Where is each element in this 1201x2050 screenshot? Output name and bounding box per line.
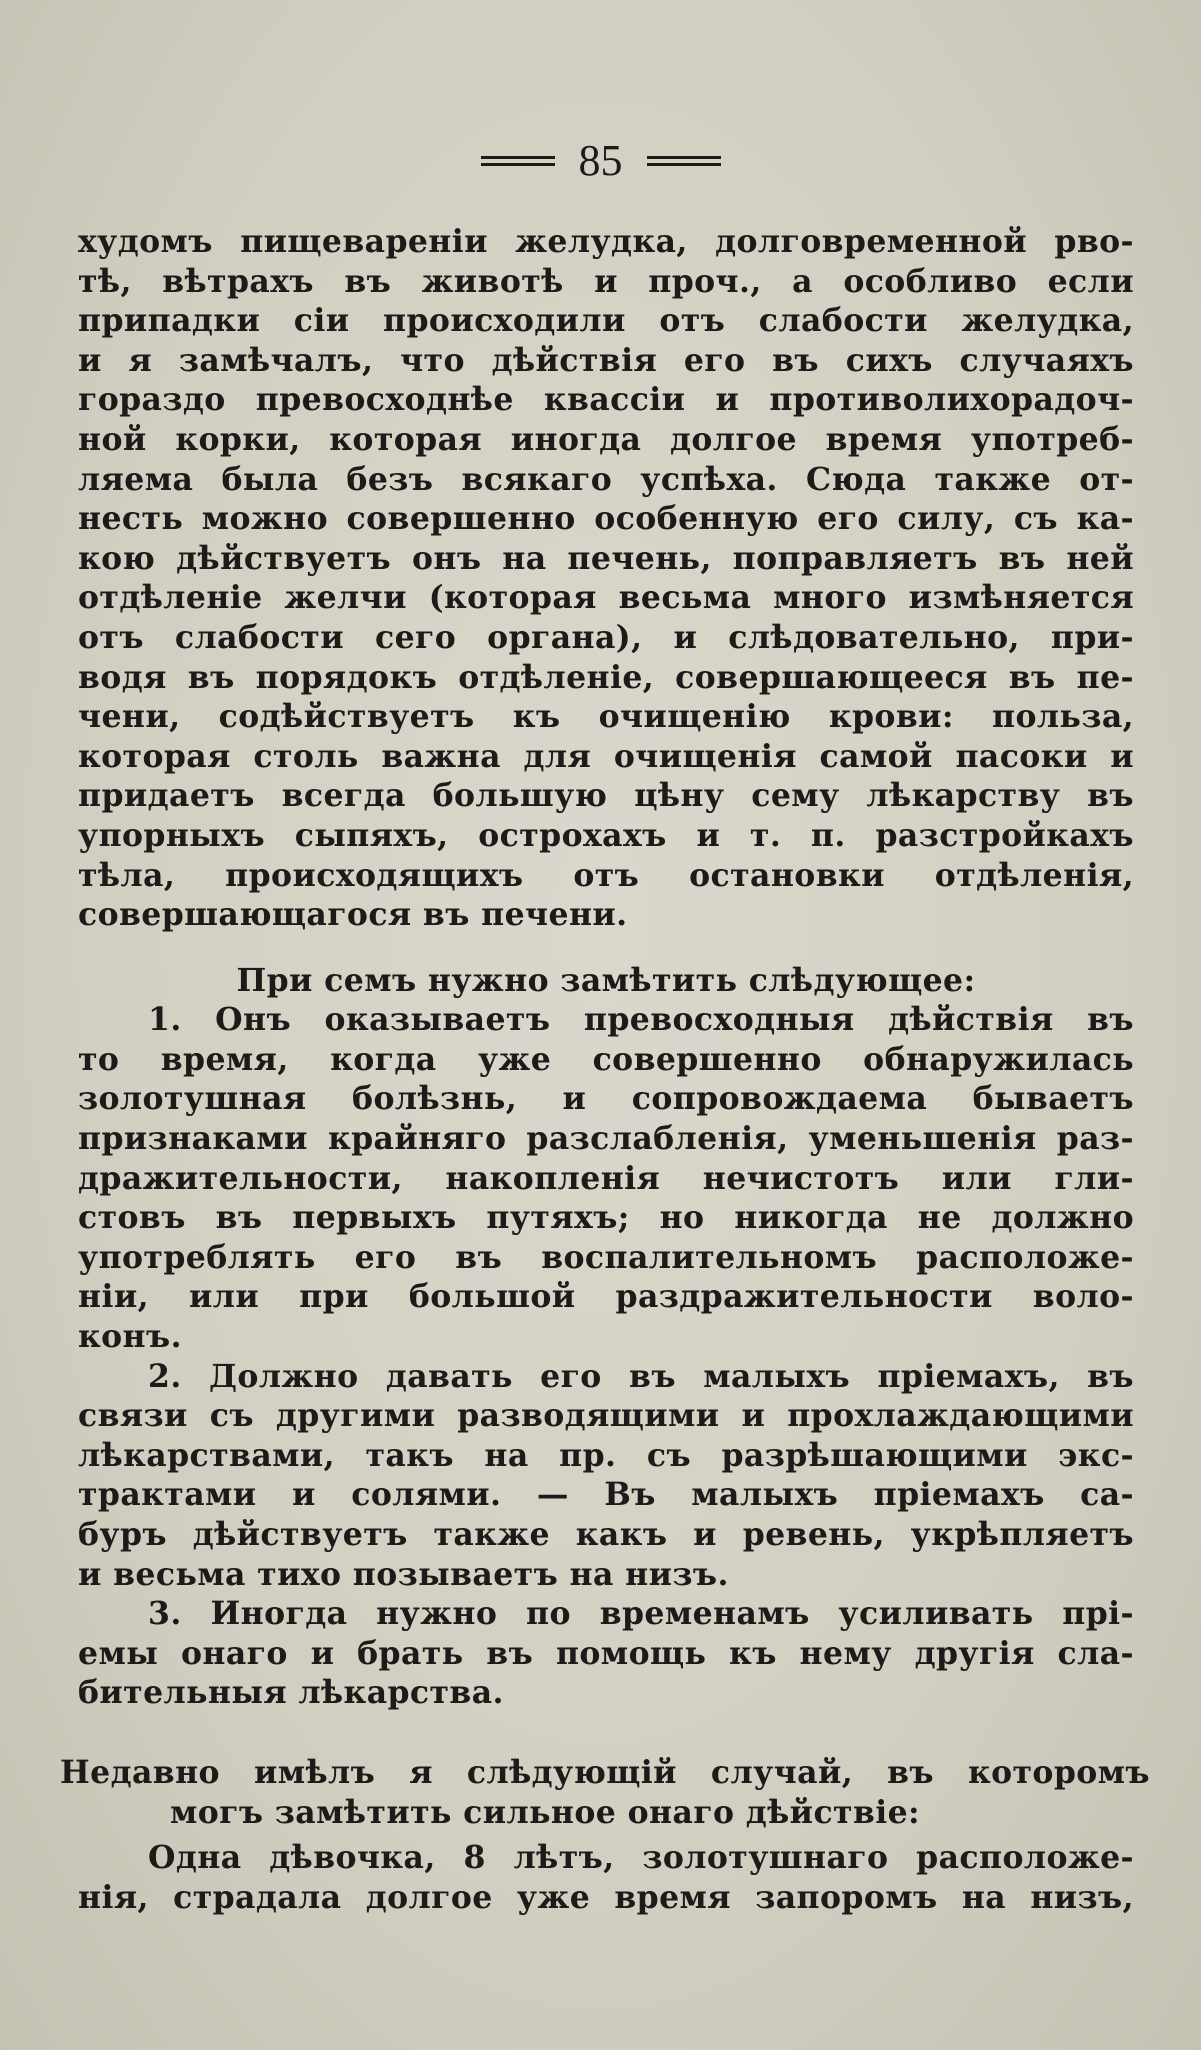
text-line: которая столь важна для очищенія самой пасоки и	[78, 737, 1134, 775]
text-line: отъ слабости сего органа), и слѣдовательно, при-	[78, 618, 1134, 656]
list-item-1	[78, 1000, 1134, 1356]
text-line: Одна дѣвочка, 8 лѣтъ, золотушнаго расположе-	[148, 1839, 1134, 1877]
text-line: буръ дѣйствуетъ также какъ и ревень, укрѣпляетъ	[78, 1516, 1134, 1553]
text-line: упорныхъ сыпяхъ, острохахъ и т. п. разстройкахъ	[78, 816, 1134, 854]
text-line: худомъ пищевареніи желудка, долговременной рво-	[78, 223, 1134, 260]
list-item-2	[78, 1357, 1134, 1595]
text-line: то время, когда уже совершенно обнаружилась	[78, 1040, 1134, 1078]
right-double-rule	[647, 156, 721, 166]
text-line: ной корки, которая иногда долгое время употреб-	[78, 420, 1134, 458]
text-line: могъ замѣтить сильное онаго дѣйствіе:	[170, 1793, 921, 1831]
text-line: водя въ порядокъ отдѣленіе, совершающееся въ пе-	[78, 658, 1134, 696]
left-double-rule	[481, 156, 555, 166]
text-line: бительныя лѣкарства.	[78, 1674, 504, 1712]
text-line: Недавно имѣлъ я слѣдующій случай, въ которомъ	[60, 1753, 1150, 1791]
text-line: нія, страдала долгое уже время запоромъ на низъ,	[78, 1878, 1134, 1916]
text-line: 1. Онъ оказываетъ превосходныя дѣйствія въ	[148, 1001, 1134, 1039]
text-line: дражительности, накопленія нечистотъ или гли-	[78, 1159, 1134, 1197]
text-line: несть можно совершенно особенную его силу, съ ка-	[78, 500, 1134, 538]
text-line: гораздо превосходнѣе квассіи и противолихорадоч-	[78, 381, 1134, 419]
text-line: связи съ другими разводящими и прохлаждающими	[78, 1397, 1134, 1435]
text-line: и весьма тихо позываетъ на низъ.	[78, 1555, 729, 1593]
text-line: и я замѣчалъ, что дѣйствія его въ сихъ случаяхъ	[78, 341, 1134, 379]
text-line: 3. Иногда нужно по временамъ усиливать прі-	[148, 1595, 1134, 1633]
case-heading	[60, 1753, 1150, 1832]
text-line: придаетъ всегда большую цѣну сему лѣкарству въ	[78, 777, 1134, 815]
text-line: лѣкарствами, такъ на пр. съ разрѣшающими экс-	[78, 1436, 1134, 1474]
body-text	[60, 222, 1150, 1917]
text-line: золотушная болѣзнь, и сопровождаема бываетъ	[78, 1080, 1134, 1118]
page-number: 85	[578, 136, 623, 185]
text-line: признаками крайняго разслабленія, уменьшенія раз-	[78, 1120, 1134, 1158]
text-line: кою дѣйствуетъ онъ на печень, поправляетъ въ ней	[78, 539, 1134, 577]
text-line: чени, содѣйствуетъ къ очищенію крови: польза,	[78, 698, 1134, 736]
text-line: отдѣленіе желчи (которая весьма много измѣняется	[78, 579, 1134, 617]
text-line: тѣ, вѣтрахъ въ животѣ и проч., а особливо если	[78, 262, 1134, 300]
text-line: 2. Должно давать его въ малыхъ пріемахъ, въ	[148, 1357, 1134, 1395]
text-line: употреблять его въ воспалительномъ расположе-	[78, 1238, 1134, 1276]
page-header	[0, 136, 1201, 186]
text-line: стовъ въ первыхъ путяхъ; но никогда не должно	[78, 1199, 1134, 1237]
text-line: тѣла, происходящихъ отъ остановки отдѣленія,	[78, 856, 1134, 894]
text-line: конъ.	[78, 1318, 182, 1356]
paragraph-last	[78, 1838, 1134, 1917]
text-line: совершающагося въ печени.	[78, 896, 628, 934]
note-heading: При семъ нужно замѣтить слѣдующее:	[236, 961, 976, 999]
paragraph-1	[78, 222, 1134, 935]
text-line: ляема была безъ всякаго успѣха. Сюда также от-	[78, 460, 1134, 498]
list-item-3	[78, 1594, 1134, 1713]
text-line: емы онаго и брать въ помощь къ нему другія сла-	[78, 1634, 1134, 1672]
text-line: припадки сіи происходили отъ слабости желудка,	[78, 302, 1134, 340]
text-line: ніи, или при большой раздражительности воло-	[78, 1278, 1134, 1316]
text-line: трактами и солями. — Въ малыхъ пріемахъ са-	[78, 1476, 1134, 1514]
